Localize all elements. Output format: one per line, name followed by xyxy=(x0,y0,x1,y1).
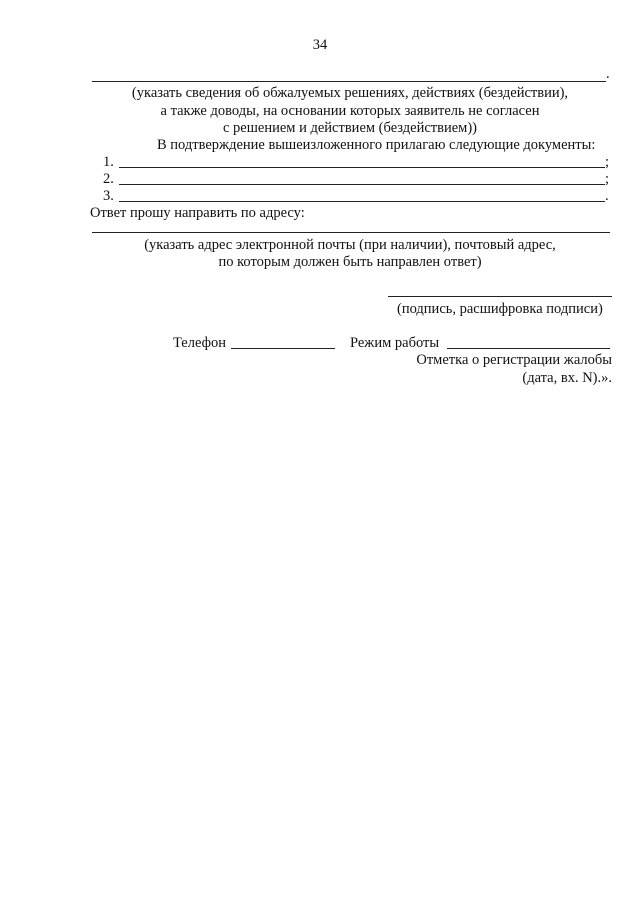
instruction-address-line1: (указать адрес электронной почты (при наличии), почтовый адрес, xyxy=(144,237,556,253)
attachment-line-2[interactable] xyxy=(119,184,605,185)
top-line-end: . xyxy=(606,66,610,82)
instruction-decisions-line1: (указать сведения об обжалуемых решениях, действиях (бездействии), xyxy=(131,85,569,101)
instruction-decisions-line3: с решением и действием (бездействием)) xyxy=(223,120,477,136)
attachment-line-1[interactable] xyxy=(119,167,605,168)
attachment-number-3: 3. xyxy=(103,188,114,204)
attachment-end-1: ; xyxy=(605,154,610,170)
attached-documents-intro: В подтверждение вышеизложенного прилагаю следующие документы: xyxy=(157,137,596,153)
instruction-address-line2: по которым должен быть направлен ответ) xyxy=(218,254,482,270)
signature-line[interactable] xyxy=(388,296,612,297)
reply-address-line[interactable] xyxy=(92,232,610,233)
attachment-number-2: 2. xyxy=(103,171,114,187)
attachment-end-3: . xyxy=(605,188,609,204)
attachment-end-2: ; xyxy=(605,171,610,187)
instruction-decisions-line2: а также доводы, на основании которых заявитель не согласен xyxy=(160,103,540,119)
work-mode-label: Режим работы xyxy=(350,335,440,351)
work-mode-line[interactable] xyxy=(447,348,610,349)
page-number: 34 xyxy=(312,37,328,53)
registration-mark-line1: Отметка о регистрации жалобы xyxy=(416,352,612,368)
attachment-line-3[interactable] xyxy=(119,201,605,202)
phone-line[interactable] xyxy=(231,348,335,349)
phone-label: Телефон xyxy=(173,335,226,351)
registration-mark-line2: (дата, вх. N).». xyxy=(522,370,612,386)
reply-address-label: Ответ прошу направить по адресу: xyxy=(90,205,305,221)
signature-caption: (подпись, расшифровка подписи) xyxy=(397,301,603,317)
attachment-number-1: 1. xyxy=(103,154,114,170)
decision-details-line[interactable] xyxy=(92,81,606,82)
